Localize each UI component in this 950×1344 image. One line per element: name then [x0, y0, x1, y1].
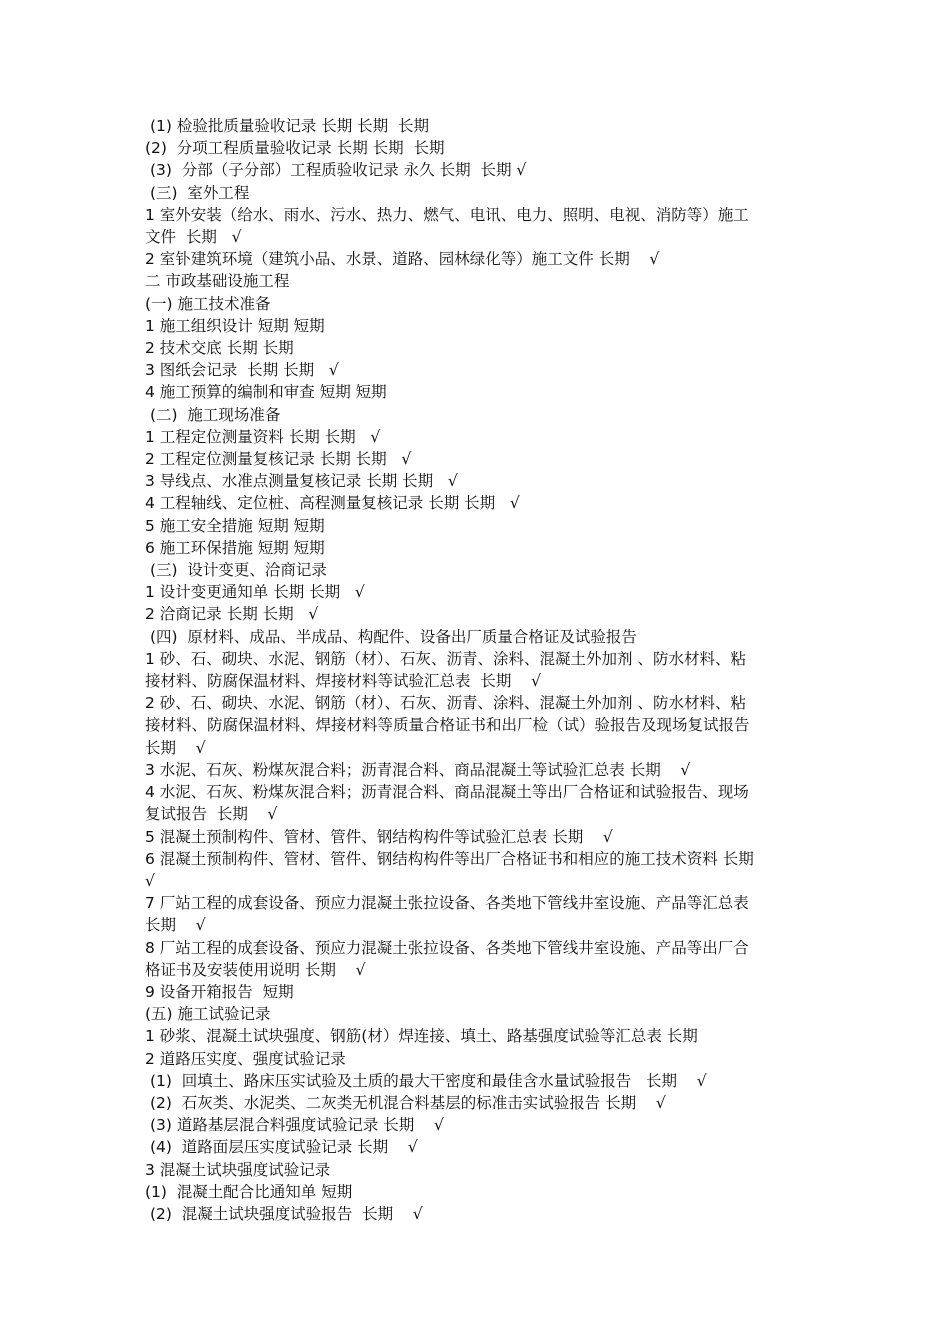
- text-line: 2 技术交底 长期 长期: [145, 339, 294, 358]
- text-line: 1 砂、石、砌块、水泥、钢筋（材）、石灰、沥青、涂料、混凝土外加剂 、防水材料、粘: [145, 649, 746, 668]
- text-line: 长期 √: [145, 916, 206, 935]
- text-line: 复试报告 长期 √: [145, 805, 278, 824]
- section-heading: (一) 施工技术准备: [145, 294, 271, 313]
- text-line: 1 设计变更通知单 长期 长期 √: [145, 583, 365, 602]
- text-line: (2) 石灰类、水泥类、二灰类无机混合料基层的标准击实试验报告 长期 √: [145, 1093, 666, 1112]
- text-line: 2 道路压实度、强度试验记录: [145, 1049, 346, 1068]
- text-line: 3 水泥、石灰、粉煤灰混合料；沥青混合料、商品混凝土等试验汇总表 长期 √: [145, 760, 691, 779]
- text-line: 1 工程定位测量资料 长期 长期 √: [145, 427, 381, 446]
- text-line: 6 施工环保措施 短期 短期: [145, 538, 325, 557]
- text-line: 5 混凝土预制构件、管材、管件、钢结构构件等试验汇总表 长期 √: [145, 827, 613, 846]
- text-line: 3 混凝土试块强度试验记录: [145, 1160, 331, 1179]
- text-line: 1 施工组织设计 短期 短期: [145, 316, 325, 335]
- section-heading: (五) 施工试验记录: [145, 1005, 271, 1024]
- text-line: 长期 √: [145, 738, 206, 757]
- text-line: 4 工程轴线、定位桩、高程测量复核记录 长期 长期 √: [145, 494, 520, 513]
- section-heading: (二) 施工现场准备: [145, 405, 281, 424]
- text-line: (3) 道路基层混合料强度试验记录 长期 √: [145, 1116, 444, 1135]
- text-line: (1) 检验批质量验收记录 长期 长期 长期: [145, 117, 430, 135]
- document-body: [145, 115, 805, 1225]
- text-line: (4) 道路面层压实度试验记录 长期 √: [145, 1138, 418, 1157]
- text-line: (2) 分项工程质量验收记录 长期 长期 长期: [145, 139, 445, 158]
- text-line: 文件 长期 √: [145, 228, 242, 247]
- text-line: √: [145, 871, 155, 890]
- text-line: 接材料、防腐保温材料、焊接材料等质量合格证书和出厂检（试）验报告及现场复试报告: [145, 716, 750, 735]
- text-line: 8 厂站工程的成套设备、预应力混凝土张拉设备、各类地下管线井室设施、产品等出厂合: [145, 938, 749, 957]
- section-heading: (三) 设计变更、洽商记录: [145, 561, 327, 580]
- section-heading: (三) 室外工程: [145, 183, 250, 202]
- text-line: (3) 分部（子分部）工程质验收记录 永久 长期 长期 √: [145, 161, 527, 180]
- text-line: 3 导线点、水准点测量复核记录 长期 长期 √: [145, 472, 458, 491]
- text-line: (2) 混凝土试块强度试验报告 长期 √: [145, 1204, 423, 1223]
- text-line: 9 设备开箱报告 短期: [145, 982, 294, 1001]
- text-line: 2 室钋建筑环境（建筑小品、水景、道路、园林绿化等）施工文件 长期 √: [145, 250, 660, 269]
- text-line: 5 施工安全措施 短期 短期: [145, 516, 325, 535]
- text-line: 6 混凝土预制构件、管材、管件、钢结构构件等出厂合格证书和相应的施工技术资料 长期: [145, 849, 754, 868]
- text-line: 7 厂站工程的成套设备、预应力混凝土张拉设备、各类地下管线井室设施、产品等汇总表: [145, 894, 749, 913]
- text-line: 接材料、防腐保温材料、焊接材料等试验汇总表 长期 √: [145, 672, 541, 691]
- text-line: 1 砂浆、混凝土试块强度、钢筋(材）焊连接、填土、路基强度试验等汇总表 长期: [145, 1027, 698, 1046]
- text-line: (1) 混凝土配合比通知单 短期: [145, 1182, 353, 1201]
- section-heading: (四) 原材料、成品、半成品、构配件、设备出厂质量合格证及试验报告: [145, 627, 637, 646]
- text-line: 格证书及安装使用说明 长期 √: [145, 960, 366, 979]
- text-line: 2 洽商记录 长期 长期 √: [145, 605, 319, 624]
- chapter-heading: 二 市政基础设施工程: [145, 272, 290, 291]
- text-line: 4 施工预算的编制和审查 短期 短期: [145, 383, 387, 402]
- text-line: 2 砂、石、砌块、水泥、钢筋（材）、石灰、沥青、涂料、混凝土外加剂 、防水材料、粘: [145, 694, 746, 713]
- text-line: (1) 回填土、路床压实试验及土质的最大干密度和最佳含水量试验报告 长期 √: [145, 1071, 707, 1090]
- text-line: 3 图纸会记录 长期 长期 √: [145, 361, 339, 380]
- text-line: 4 水泥、石灰、粉煤灰混合料；沥青混合料、商品混凝土等出厂合格证和试验报告、现场: [145, 783, 749, 802]
- text-line: 2 工程定位测量复核记录 长期 长期 √: [145, 450, 412, 469]
- text-line: 1 室外安装（给水、雨水、污水、热力、燃气、电讯、电力、照明、电视、消防等）施工: [145, 205, 749, 224]
